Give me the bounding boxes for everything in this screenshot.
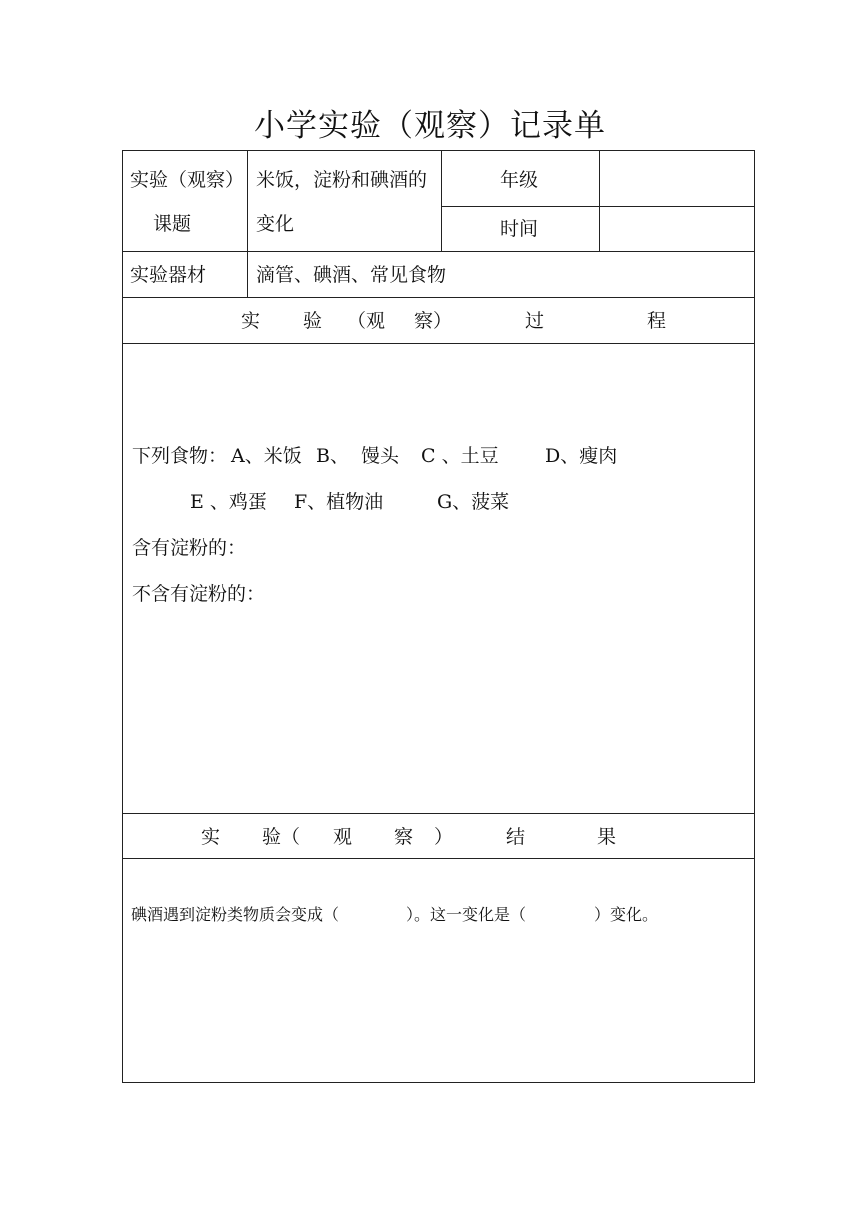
food-item-g: G、菠菜 <box>437 491 510 513</box>
rule-grade-value-column <box>599 151 600 251</box>
food-item-a: A、米饭 <box>231 445 302 467</box>
process-header-char-3: （观 <box>346 310 385 332</box>
process-header-char-2: 验 <box>303 310 323 332</box>
result-header-char-7: 果 <box>597 826 617 848</box>
result-header-char-1: 实 <box>201 826 221 848</box>
food-item-b: B、 <box>316 445 349 467</box>
equipment-label: 实验器材 <box>130 264 207 286</box>
record-sheet-table <box>122 150 755 1083</box>
topic-label-line2: 课题 <box>153 213 192 235</box>
foods-line-1-lead: 下列食物： <box>132 445 228 467</box>
rule-process-body-bottom <box>123 813 754 814</box>
rule-topic-bottom <box>123 251 754 252</box>
process-header-char-6: 程 <box>647 310 667 332</box>
with-starch-label: 含有淀粉的： <box>132 537 247 559</box>
result-header-char-3: 观 <box>333 826 353 848</box>
topic-value-line1: 米饭，淀粉和碘酒的 <box>256 169 428 191</box>
result-sentence-part-2: ）。这一变化是（ <box>406 905 527 924</box>
rule-result-header-bottom <box>123 858 754 859</box>
result-header-char-2: 验（ <box>262 826 301 848</box>
food-item-c: C 、土豆 <box>421 445 499 467</box>
rule-label-column <box>247 151 248 297</box>
topic-label-line1: 实验（观察） <box>130 169 245 191</box>
topic-value-line2: 变化 <box>256 213 295 235</box>
rule-grade-time-divider <box>441 206 754 207</box>
equipment-value: 滴管、碘酒、常见食物 <box>256 264 447 286</box>
page-title: 小学实验（观察）记录单 <box>254 108 606 144</box>
grade-label: 年级 <box>500 169 539 191</box>
rule-process-header-bottom <box>123 343 754 344</box>
result-header-char-6: 结 <box>506 826 526 848</box>
without-starch-label: 不含有淀粉的： <box>132 583 266 605</box>
process-header-char-1: 实 <box>241 310 261 332</box>
food-item-e: E 、鸡蛋 <box>190 491 267 513</box>
food-item-f: F、植物油 <box>294 491 384 513</box>
result-sentence-part-1: 碘酒遇到淀粉类物质会变成（ <box>131 905 340 924</box>
rule-value-column <box>441 151 442 251</box>
food-item-d: D、瘦肉 <box>545 445 618 467</box>
process-header-char-5: 过 <box>525 310 545 332</box>
rule-equipment-bottom <box>123 297 754 298</box>
time-label: 时间 <box>500 218 539 240</box>
result-sentence-part-3: ）变化。 <box>594 905 659 924</box>
result-header-char-5: ） <box>434 826 454 848</box>
food-item-b-name: 馒头 <box>361 445 400 467</box>
process-header-char-4: 察） <box>414 310 453 332</box>
result-header-char-4: 察 <box>394 826 414 848</box>
